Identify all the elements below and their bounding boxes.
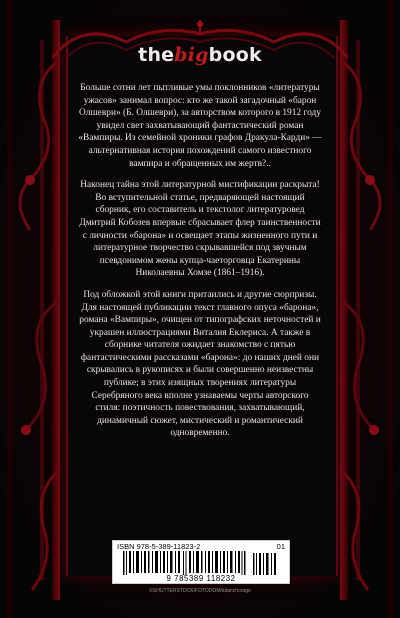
gothic-arch-ornament-right — [330, 0, 400, 618]
barcode-number: 9 785389 118232 — [166, 574, 236, 583]
isbn-line — [117, 542, 285, 551]
logo-highlight: big — [174, 44, 209, 66]
left-gothic-ornament — [0, 0, 70, 618]
blurb-paragraph-2: Наконец тайна этой литературной мистификации раскрыта! Во вступительной статье, предваряющей настоящий сборник, его составитель и текстолог литературовед Дмитрий Кобозев впервые сбрасывает флер таинственности с личности «барона» и освещает этапы жизненного пути и литературное творчество скрывавшейся под звучным псевдонимом жены купца-чаеторговца Екатерины Николаевны Хомзе (1861–1916). — [79, 180, 321, 279]
publisher-logo — [0, 44, 400, 66]
right-gothic-ornament — [330, 0, 400, 618]
photo-credit: ©SHUTTERSTOCK/FOTODOM/lutanchorage — [149, 588, 251, 594]
blurb-paragraph-1: Больше сотни лет пытливые умы поклонников «литературы ужасов» занимал вопрос: кто же такой загадочный «барон Олшеври» (Б. Олшеври), за авторством которого в 1912 году увидел свет захватывающий фантастический роман «Вампиры. Из семейной хроники графов Дракула-Карди» — альтернативная история похождений самого известного вампира и обращенных им жертв?.. — [78, 83, 322, 169]
isbn-label: ISBN 978-5-389-11823-2 — [117, 542, 201, 551]
barcode-bars — [123, 551, 279, 575]
gothic-arch-ornament-left — [0, 0, 70, 618]
logo-prefix: the — [138, 44, 175, 66]
logo-suffix: book — [208, 44, 262, 66]
isbn-addon: 01 — [276, 542, 285, 551]
blurb-paragraph-3: Под обложкой этой книги притаились и другие сюрпризы. Для настоящей публикации текст главного опуса «барона», романа «Вампиры», очищен от типографских неточностей и украшен иллюстрациями Виталия Еклериса. А также в сборнике читателя ожидает знакомство с пятью фантастическими рассказами «барона»: до наших дней они скрывались в рукописях и были совершенно неизвестны публике; в этих изящных творениях литературы Серебряного века вполне узнаваемы черты авторского стиля: поэтичность повествования, захватывающий, динамичный сюжет, мистический и романтический одновременно. — [79, 289, 321, 439]
isbn-barcode — [112, 540, 290, 584]
blurb-text — [78, 82, 322, 449]
